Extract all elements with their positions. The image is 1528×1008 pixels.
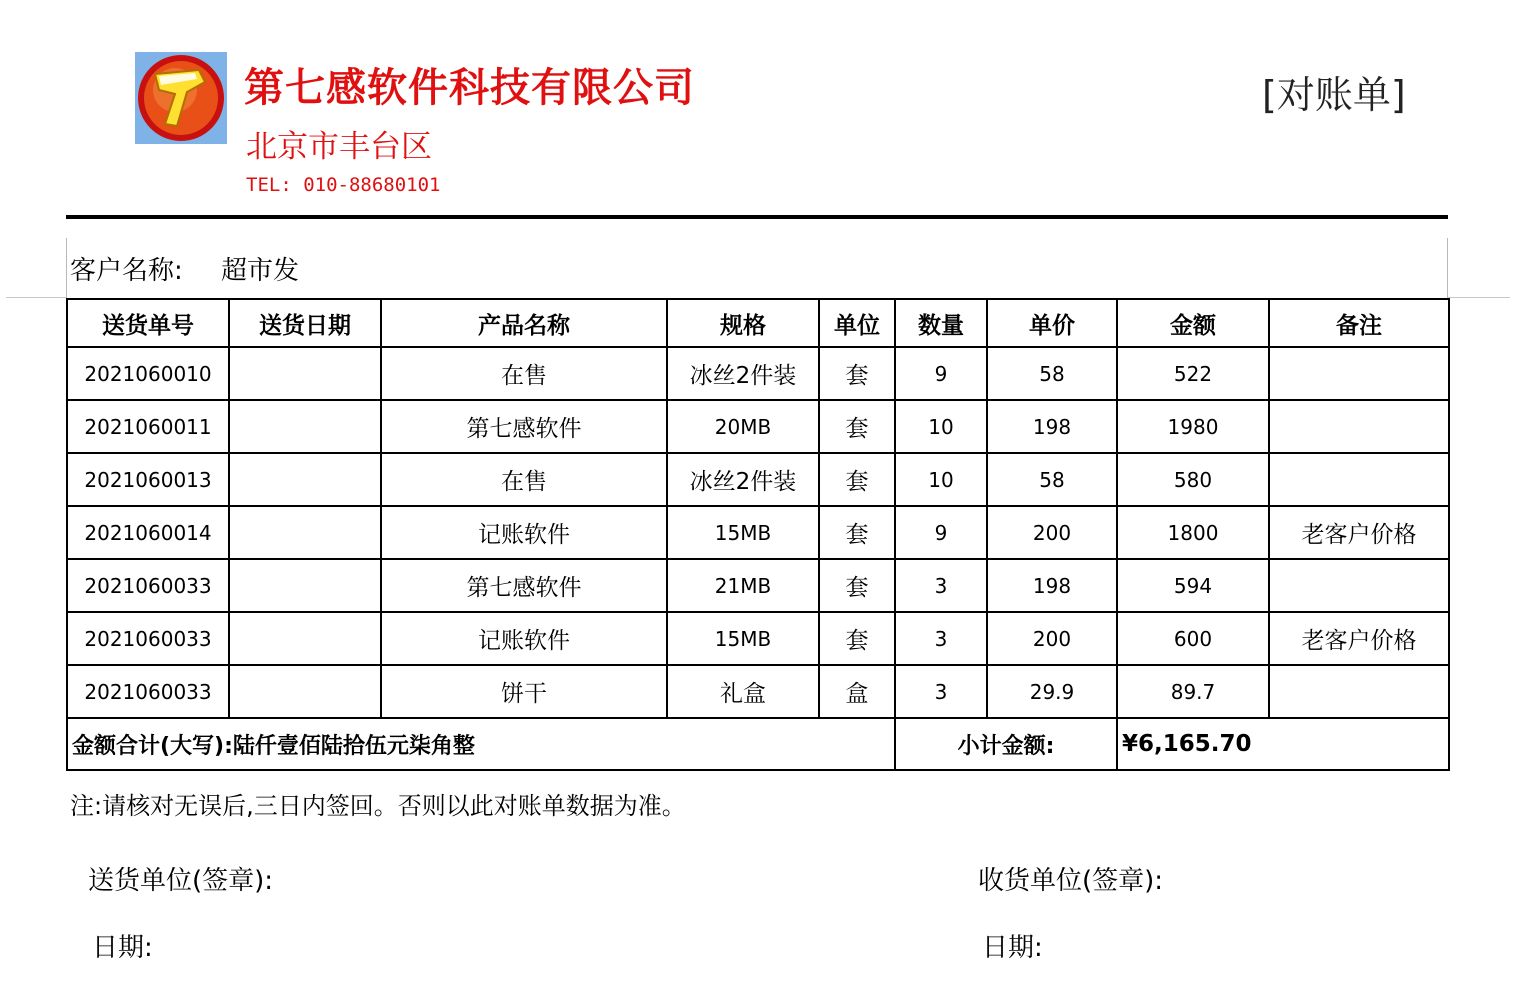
header-remark: 备注 — [1269, 299, 1449, 347]
cell-spec: 15MB — [667, 506, 819, 559]
cell-remark — [1269, 347, 1449, 400]
header-divider — [66, 215, 1448, 219]
cell-order-no: 2021060033 — [67, 612, 229, 665]
table-row — [67, 347, 1449, 400]
cell-qty: 9 — [895, 506, 987, 559]
cell-date — [229, 347, 381, 400]
table-row — [67, 612, 1449, 665]
header-spec: 规格 — [667, 299, 819, 347]
total-amount-in-words: 金额合计(大写):陆仟壹佰陆拾伍元柒角整 — [67, 718, 895, 770]
cell-product: 第七感软件 — [381, 559, 667, 612]
total-row — [67, 718, 1449, 770]
cell-amount: 89.7 — [1117, 665, 1269, 718]
cell-unit: 盒 — [819, 665, 895, 718]
table-row — [67, 559, 1449, 612]
cell-date — [229, 506, 381, 559]
header-amount: 金额 — [1117, 299, 1269, 347]
header-qty: 数量 — [895, 299, 987, 347]
subtotal-value: ¥6,165.70 — [1117, 718, 1449, 770]
cell-remark — [1269, 559, 1449, 612]
cell-price: 200 — [987, 612, 1117, 665]
cell-remark — [1269, 453, 1449, 506]
cell-amount: 594 — [1117, 559, 1269, 612]
cell-spec: 21MB — [667, 559, 819, 612]
confirmation-note: 注:请核对无误后,三日内签回。否则以此对账单数据为准。 — [70, 792, 686, 820]
cell-remark: 老客户价格 — [1269, 506, 1449, 559]
cell-spec: 礼盒 — [667, 665, 819, 718]
cell-date — [229, 400, 381, 453]
cell-qty: 3 — [895, 559, 987, 612]
cell-unit: 套 — [819, 400, 895, 453]
customer-name: 超市发 — [221, 256, 300, 286]
cell-qty: 10 — [895, 453, 987, 506]
cell-product: 饼干 — [381, 665, 667, 718]
document-title: [对账单] — [1262, 73, 1406, 117]
cell-date — [229, 665, 381, 718]
cell-product: 在售 — [381, 347, 667, 400]
company-name: 第七感软件科技有限公司 — [244, 64, 695, 111]
cell-qty: 3 — [895, 612, 987, 665]
cell-amount: 1800 — [1117, 506, 1269, 559]
header-order-no: 送货单号 — [67, 299, 229, 347]
cell-price: 198 — [987, 559, 1117, 612]
cell-amount: 522 — [1117, 347, 1269, 400]
cell-unit: 套 — [819, 612, 895, 665]
cell-spec: 冰丝2件装 — [667, 347, 819, 400]
customer-label: 客户名称: — [70, 256, 183, 286]
cell-amount: 580 — [1117, 453, 1269, 506]
cell-spec: 冰丝2件装 — [667, 453, 819, 506]
cell-date — [229, 559, 381, 612]
cell-date — [229, 453, 381, 506]
statement-table — [66, 298, 1450, 771]
page-guide-right — [1448, 297, 1510, 298]
cell-remark — [1269, 665, 1449, 718]
cell-remark: 老客户价格 — [1269, 612, 1449, 665]
cell-spec: 15MB — [667, 612, 819, 665]
header-product: 产品名称 — [381, 299, 667, 347]
cell-price: 29.9 — [987, 665, 1117, 718]
cell-unit: 套 — [819, 559, 895, 612]
cell-qty: 3 — [895, 665, 987, 718]
cell-unit: 套 — [819, 506, 895, 559]
cell-date — [229, 612, 381, 665]
table-row — [67, 506, 1449, 559]
receiver-signature-label: 收货单位(签章): — [978, 866, 1164, 896]
table-row — [67, 453, 1449, 506]
receiver-date-label: 日期: — [982, 933, 1043, 963]
page-guide-left — [6, 297, 66, 298]
cell-order-no: 2021060011 — [67, 400, 229, 453]
company-address: 北京市丰台区 — [246, 129, 432, 165]
cell-amount: 1980 — [1117, 400, 1269, 453]
cell-order-no: 2021060014 — [67, 506, 229, 559]
subtotal-label: 小计金额: — [895, 718, 1117, 770]
cell-unit: 套 — [819, 453, 895, 506]
cell-price: 58 — [987, 453, 1117, 506]
sender-date-label: 日期: — [92, 933, 153, 963]
table-header-row — [67, 299, 1449, 347]
sender-signature-label: 送货单位(签章): — [88, 866, 274, 896]
cell-price: 58 — [987, 347, 1117, 400]
cell-product: 第七感软件 — [381, 400, 667, 453]
cell-order-no: 2021060033 — [67, 559, 229, 612]
cell-unit: 套 — [819, 347, 895, 400]
cell-order-no: 2021060013 — [67, 453, 229, 506]
cell-qty: 10 — [895, 400, 987, 453]
cell-order-no: 2021060033 — [67, 665, 229, 718]
company-tel: TEL: 010-88680101 — [246, 174, 441, 196]
table-row — [67, 665, 1449, 718]
cell-price: 198 — [987, 400, 1117, 453]
cell-qty: 9 — [895, 347, 987, 400]
cell-spec: 20MB — [667, 400, 819, 453]
header-price: 单价 — [987, 299, 1117, 347]
header-date: 送货日期 — [229, 299, 381, 347]
cell-remark — [1269, 400, 1449, 453]
cell-order-no: 2021060010 — [67, 347, 229, 400]
cell-product: 记账软件 — [381, 612, 667, 665]
customer-row — [66, 238, 1448, 299]
header-unit: 单位 — [819, 299, 895, 347]
cell-product: 记账软件 — [381, 506, 667, 559]
cell-price: 200 — [987, 506, 1117, 559]
table-row — [67, 400, 1449, 453]
company-logo-icon — [135, 52, 227, 144]
cell-amount: 600 — [1117, 612, 1269, 665]
cell-product: 在售 — [381, 453, 667, 506]
